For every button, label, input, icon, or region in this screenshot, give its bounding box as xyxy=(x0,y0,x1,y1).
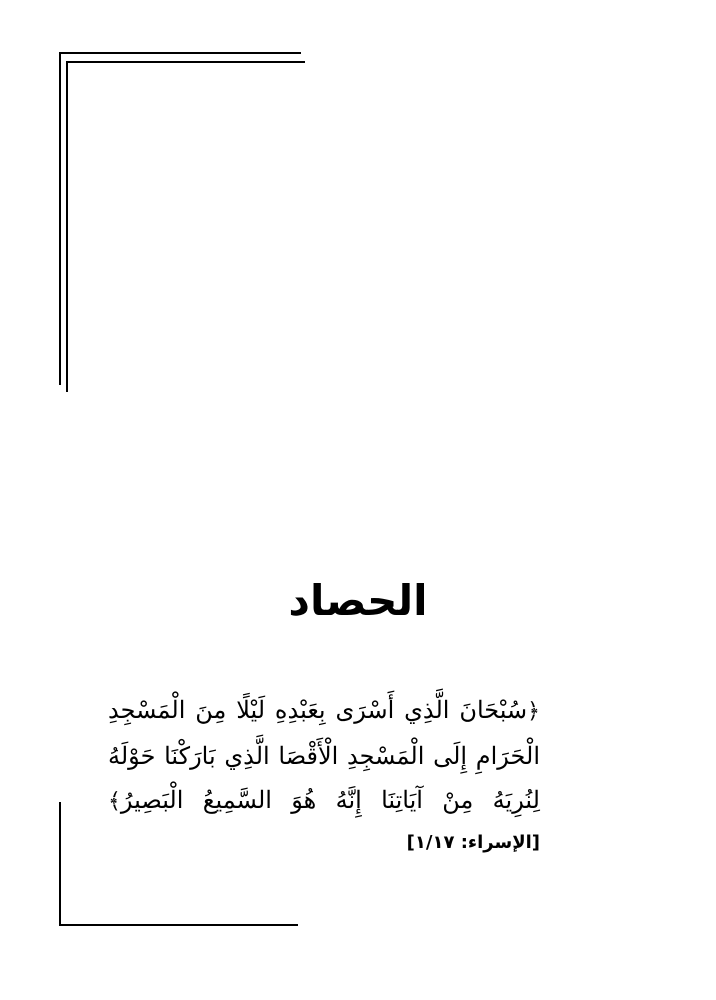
frame-bottom-horizontal-line xyxy=(59,924,298,926)
verse-text: سُبْحَانَ الَّذِي أَسْرَى بِعَبْدِهِ لَيْلًا مِنَ الْمَسْجِدِ الْحَرَامِ إِلَى الْمَسْجِدِ الْأَقْصَا الَّذِي بَارَكْنَا حَوْلَهُ لِنُرِيَهُ مِنْ آيَاتِنَا إِنَّهُ هُوَ السَّمِيعُ الْبَصِيرُ xyxy=(108,696,540,814)
frame-top-inner-line xyxy=(66,61,305,63)
quran-verse xyxy=(108,688,540,824)
page-title: الحصاد xyxy=(288,576,428,625)
verse-close-bracket: ﴾ xyxy=(108,789,121,814)
verse-citation: [الإسراء: ١/١٧] xyxy=(406,832,540,853)
verse-open-bracket: ﴿ xyxy=(527,699,540,724)
frame-left-outer-line xyxy=(59,52,61,385)
frame-left-inner-line xyxy=(66,61,68,392)
frame-bottom-left-vertical-line xyxy=(59,802,61,926)
frame-top-outer-line xyxy=(59,52,301,54)
